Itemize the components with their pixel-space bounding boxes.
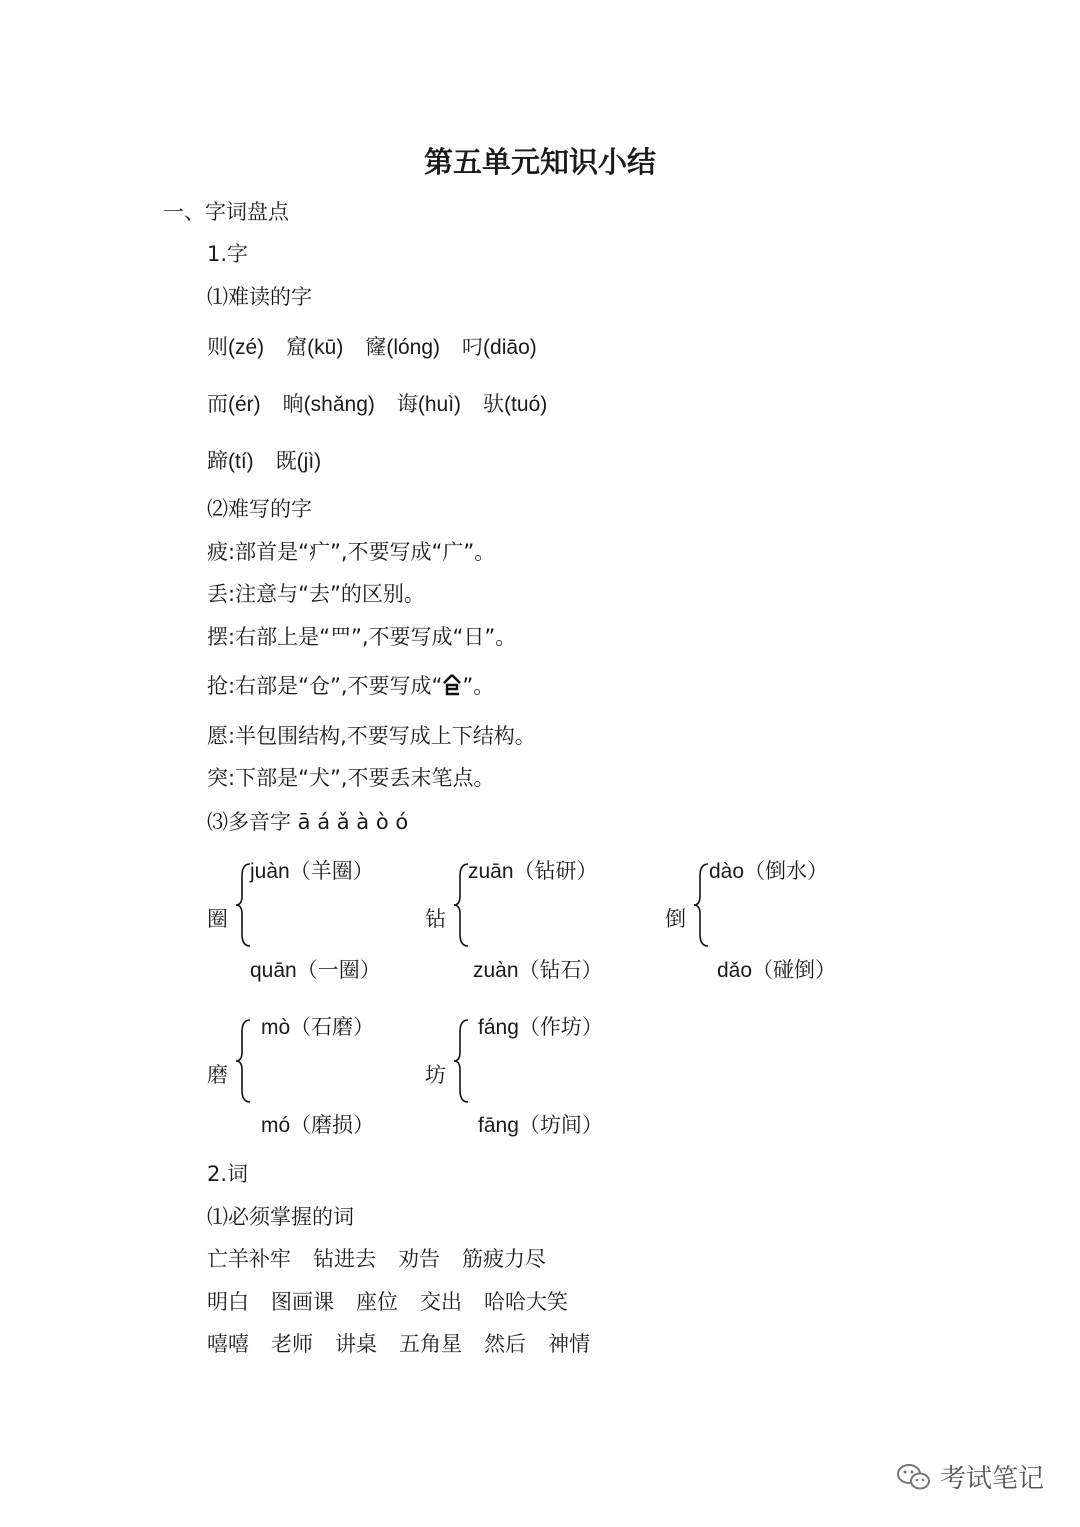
polyphone-reading-bottom: fāng（坊间）	[478, 1114, 603, 1137]
watermark	[896, 1458, 1044, 1495]
list-item: 窿(lóng)	[365, 336, 441, 359]
hard-read-row	[207, 445, 343, 475]
list-item: 驮(tuó)	[483, 393, 548, 416]
list-item: 五角星	[399, 1332, 462, 1356]
list-item: 神情	[548, 1332, 590, 1356]
wechat-icon	[896, 1462, 932, 1492]
list-item: 晌(shǎng)	[282, 393, 375, 416]
brace-icon	[452, 1018, 472, 1104]
list-item: 图画课	[271, 1290, 334, 1314]
polyphone-reading-top: fáng（作坊）	[478, 1016, 603, 1039]
hard-write-line: 抢:右部是“仓”,不要写成“ ”。	[207, 674, 495, 698]
page-title: 第五单元知识小结	[423, 145, 656, 179]
word-row	[207, 1243, 568, 1273]
polyphone-char: 倒	[665, 907, 686, 931]
polyphone-reading-top: mò（石磨）	[261, 1016, 375, 1039]
list-item: 交出	[420, 1290, 462, 1314]
list-item: 然后	[484, 1332, 526, 1356]
hard-write-line: 疲:部首是“疒”,不要写成“广”。	[207, 540, 496, 564]
list-item: 而(ér)	[207, 393, 261, 416]
hard-write-line: 摆:右部上是“罒”,不要写成“日”。	[207, 625, 517, 649]
list-item: 筋疲力尽	[462, 1247, 546, 1271]
polyphone-reading-bottom: quān（一圈）	[250, 959, 381, 982]
hard-read-row	[207, 331, 559, 361]
polyphone-char: 圈	[207, 907, 228, 931]
hard-write-line: 丢:注意与“去”的区别。	[207, 582, 425, 606]
list-item: 哈哈大笑	[484, 1290, 568, 1314]
list-item: 钻进去	[313, 1247, 376, 1271]
polyphone-char: 磨	[207, 1063, 228, 1087]
hard-read-heading: ⑴难读的字	[207, 285, 312, 309]
list-item: 座位	[356, 1290, 398, 1314]
polyphone-reading-top: juàn（羊圈）	[250, 860, 374, 883]
list-item: 则(zé)	[207, 336, 265, 359]
word-row	[207, 1286, 590, 1316]
list-item: 劝告	[398, 1247, 440, 1271]
polyphone-reading-top: zuān（钻研）	[468, 860, 598, 883]
subsection-heading-char: 1.字	[207, 242, 249, 266]
watermark-text: 考试笔记	[939, 1464, 1044, 1494]
list-item: 亡羊补牢	[207, 1247, 291, 1271]
hard-write-heading: ⑵难写的字	[207, 497, 312, 521]
polyphone-reading-bottom: zuàn（钻石）	[473, 959, 603, 982]
must-words-heading: ⑴必须掌握的词	[207, 1205, 354, 1229]
polyphone-reading-bottom: mó（磨损）	[261, 1114, 375, 1137]
list-item: 嘻嘻	[207, 1332, 249, 1356]
list-item: 窟(kū)	[286, 336, 344, 359]
list-item: 明白	[207, 1290, 249, 1314]
polyphone-reading-top: dào（倒水）	[709, 860, 829, 883]
hard-write-line: 愿:半包围结构,不要写成上下结构。	[207, 724, 536, 748]
list-item: 既(jì)	[275, 450, 322, 473]
wrong-character-glyph	[442, 674, 462, 696]
brace-icon	[234, 1018, 254, 1104]
list-item: 蹄(tí)	[207, 450, 254, 473]
list-item: 老师	[271, 1332, 313, 1356]
hard-write-line: 突:下部是“犬”,不要丢末笔点。	[207, 766, 495, 790]
polyphone-reading-bottom: dǎo（碰倒）	[717, 959, 837, 982]
list-item: 诲(huì)	[396, 393, 462, 416]
polyphone-char: 坊	[425, 1063, 446, 1087]
word-row	[207, 1328, 612, 1358]
hard-read-row	[207, 388, 569, 418]
section-heading: 一、字词盘点	[163, 200, 289, 224]
polyphone-heading: ⑶多音字 ā á ǎ à ò ó	[207, 810, 409, 834]
list-item: 讲桌	[335, 1332, 377, 1356]
polyphone-char: 钻	[425, 907, 446, 931]
subsection-heading-word: 2.词	[207, 1162, 249, 1186]
list-item: 叼(diāo)	[462, 336, 537, 359]
